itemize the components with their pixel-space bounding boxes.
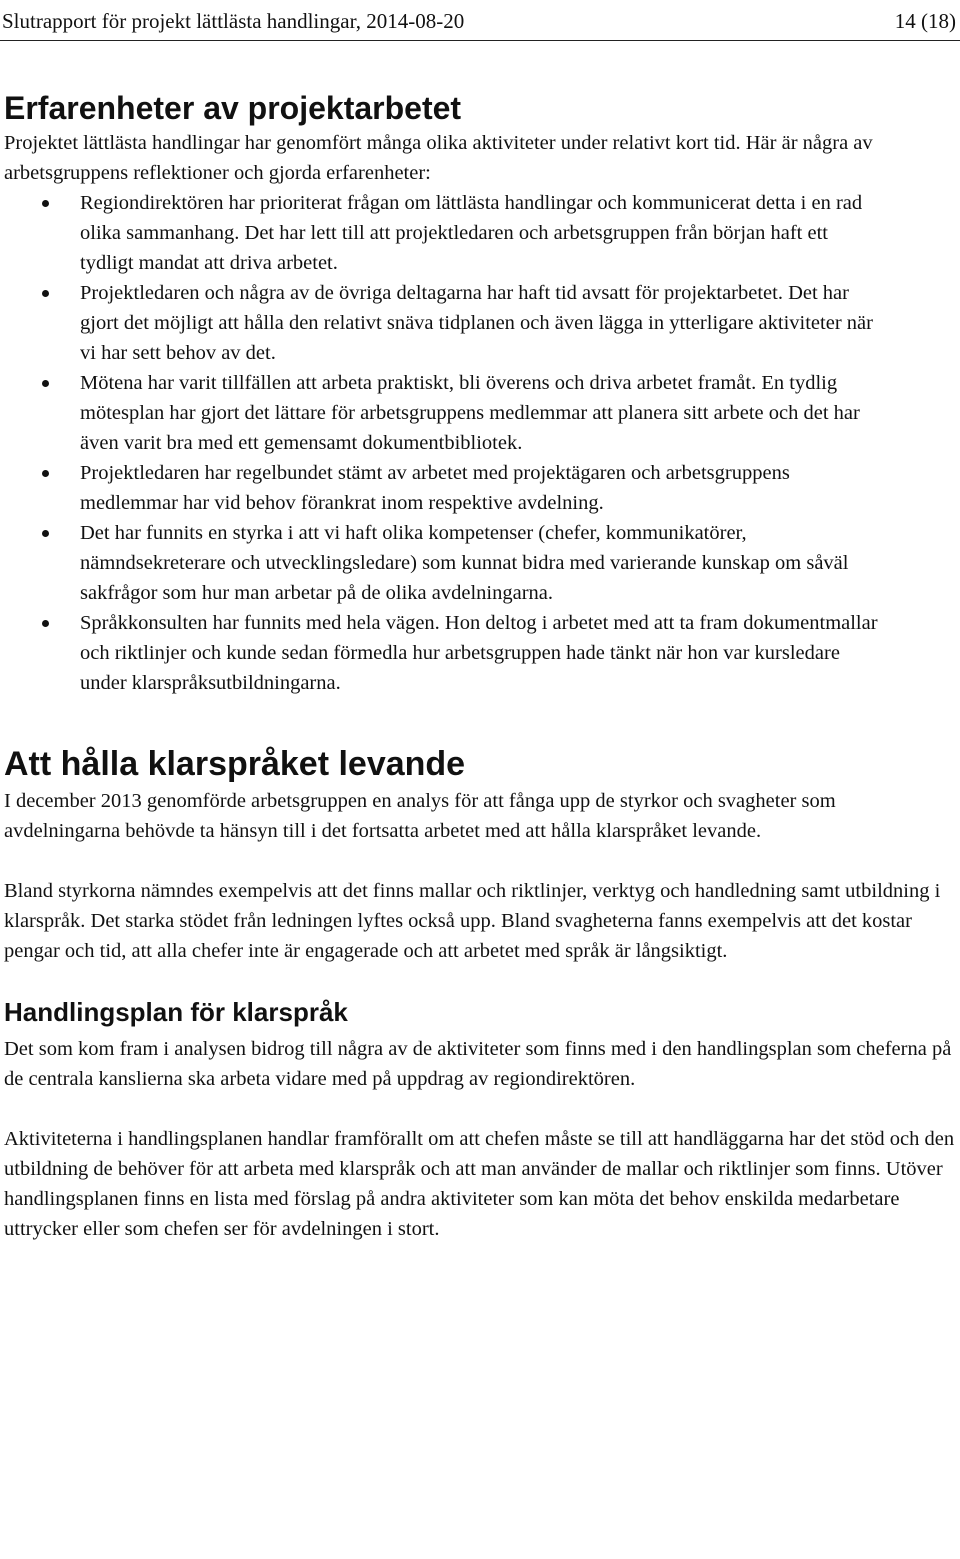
list-item-text: Projektledaren och några av de övriga deltagarna har haft tid avsatt för projektarbetet. Det har gjort det möjligt att hålla den relativt snäva tidplanen och även lägga in ytterligare aktiviteter när vi har sett behov av det.: [80, 282, 873, 364]
document-body: [4, 88, 956, 1244]
reflections-list: [4, 188, 956, 698]
section-heading-experiences: Erfarenheter av projektarbetet: [4, 90, 462, 126]
bullet-icon: [42, 290, 49, 297]
bullet-icon: [42, 470, 49, 477]
header-divider: [0, 40, 960, 41]
list-item: [4, 278, 956, 368]
list-item-text: Mötena har varit tillfällen att arbeta praktiskt, bli överens och driva arbetet framåt. En tydlig mötesplan har gjort det lättare för arbetsgruppens medlemmar att planera sitt arbete och det har även varit bra med ett gemensamt dokumentbibliotek.: [80, 372, 860, 454]
list-item-text: Det har funnits en styrka i att vi haft olika kompetenser (chefer, kommunikatörer, nämndsekreterare och utvecklingsledare) som kunnat bidra med varierande kunskap om såväl sakfrågor som hur man arbetar på de olika avdelningarna.: [80, 522, 849, 604]
list-item-text: Regiondirektören har prioriterat frågan om lättlästa handlingar och kommunicerat detta i en rad olika sammanhang. Det har lett till att projektledaren och arbetsgruppen från början haft ett tydligt mandat att driva arbetet.: [80, 192, 863, 274]
list-item: [4, 518, 956, 608]
list-item: [4, 188, 956, 278]
activities-paragraph: Aktiviteterna i handlingsplanen handlar framförallt om att chefen måste se till att handläggarna har det stöd och den utbildning de behöver för att arbeta med klarspråk och att man använder de mallar och riktlinjer som finns. Utöver handlingsplanen finns en lista med förslag på andra aktiviteter som kan möta det behov enskilda medarbetare uttrycker eller som chefen ser för avdelningen i stort.: [4, 1128, 955, 1240]
action-plan-paragraph: Det som kom fram i analysen bidrog till några av de aktiviteter som finns med i den handlingsplan som cheferna på de centrala kanslierna ska arbeta vidare med på uppdrag av regiondirektören.: [4, 1038, 952, 1090]
list-item: [4, 368, 956, 458]
bullet-icon: [42, 380, 49, 387]
section-heading-plain-language: Att hålla klarspråket levande: [4, 745, 466, 783]
page-header: [2, 4, 956, 38]
list-item: [4, 608, 956, 698]
list-item-text: Språkkonsulten har funnits med hela vägen. Hon deltog i arbetet med att ta fram dokumentmallar och riktlinjer och kunde sedan förmedla hur arbetsgruppen hade tänkt när hon var kursledare under klarspråksutbildningarna.: [80, 612, 878, 694]
bullet-icon: [42, 620, 49, 627]
section-heading-action-plan: Handlingsplan för klarspråk: [4, 997, 348, 1027]
analysis-paragraph: I december 2013 genomförde arbetsgruppen en analys för att fånga upp de styrkor och svagheter som avdelningarna behövde ta hänsyn till i det fortsatta arbetet med att hålla klarspråket levande.: [4, 790, 836, 842]
list-item-text: Projektledaren har regelbundet stämt av arbetet med projektägaren och arbetsgruppens medlemmar har vid behov förankrat inom respektive avdelning.: [80, 462, 790, 514]
list-item: [4, 458, 956, 518]
bullet-icon: [42, 200, 49, 207]
document-title: Slutrapport för projekt lättlästa handlingar, 2014-08-20: [2, 8, 465, 33]
bullet-icon: [42, 530, 49, 537]
page-number: 14 (18): [894, 8, 956, 33]
section-intro-paragraph: Projektet lättlästa handlingar har genomfört många olika aktiviteter under relativt kort tid. Här är några av arbetsgruppens reflektioner och gjorda erfarenheter:: [4, 132, 873, 184]
strengths-paragraph: Bland styrkorna nämndes exempelvis att det finns mallar och riktlinjer, verktyg och handledning samt utbildning i klarspråk. Det starka stödet från ledningen lyftes också upp. Bland svagheterna fanns exempelvis att det kostar pengar och tid, att alla chefer inte är engagerade och att arbetet med språk är långsiktigt.: [4, 880, 941, 962]
